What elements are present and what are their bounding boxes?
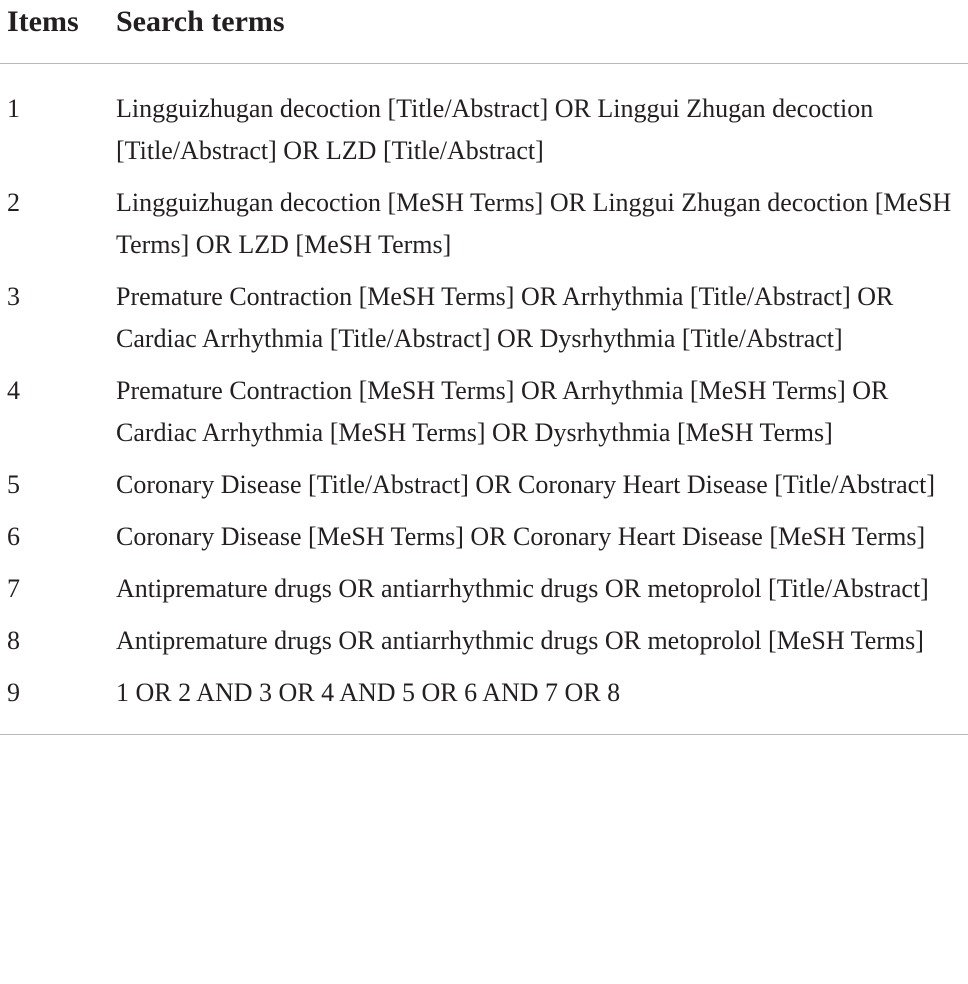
table-row	[0, 276, 968, 360]
table-header	[0, 0, 968, 64]
table-row	[0, 568, 968, 610]
table-row	[0, 516, 968, 558]
header-items: Items	[7, 5, 79, 38]
table-row	[0, 672, 968, 714]
row-item-number: 9	[7, 678, 20, 707]
table-row	[0, 88, 968, 172]
row-search-terms: Lingguizhugan decoction [MeSH Terms] OR Linggui Zhugan decoction [MeSH Terms] OR LZD [MeSH Terms]	[116, 188, 952, 259]
table-row	[0, 370, 968, 454]
row-item-number: 6	[7, 522, 20, 551]
table-row	[0, 182, 968, 266]
row-search-terms: Coronary Disease [Title/Abstract] OR Coronary Heart Disease [Title/Abstract]	[116, 470, 936, 499]
row-search-terms: Lingguizhugan decoction [Title/Abstract] OR Linggui Zhugan decoction [Title/Abstract] OR LZD [Title/Abstract]	[116, 94, 874, 165]
row-item-number: 7	[7, 574, 20, 603]
table-row	[0, 464, 968, 506]
row-search-terms: Premature Contraction [MeSH Terms] OR Arrhythmia [MeSH Terms] OR Cardiac Arrhythmia [MeSH Terms] OR Dysrhythmia [MeSH Terms]	[116, 376, 889, 447]
row-item-number: 5	[7, 470, 20, 499]
table-row	[0, 620, 968, 662]
row-search-terms: Premature Contraction [MeSH Terms] OR Arrhythmia [Title/Abstract] OR Cardiac Arrhythmia [Title/Abstract] OR Dysrhythmia [Title/Abstract]	[116, 282, 894, 353]
row-search-terms: 1 OR 2 AND 3 OR 4 AND 5 OR 6 AND 7 OR 8	[116, 678, 621, 707]
row-item-number: 1	[7, 94, 20, 123]
row-search-terms: Antipremature drugs OR antiarrhythmic drugs OR metoprolol [MeSH Terms]	[116, 626, 924, 655]
header-search-terms: Search terms	[116, 5, 285, 38]
row-search-terms: Coronary Disease [MeSH Terms] OR Coronary Heart Disease [MeSH Terms]	[116, 522, 926, 551]
row-item-number: 8	[7, 626, 20, 655]
row-item-number: 3	[7, 282, 20, 311]
table-body	[0, 64, 968, 735]
row-item-number: 4	[7, 376, 20, 405]
row-search-terms: Antipremature drugs OR antiarrhythmic drugs OR metoprolol [Title/Abstract]	[116, 574, 929, 603]
row-item-number: 2	[7, 188, 20, 217]
